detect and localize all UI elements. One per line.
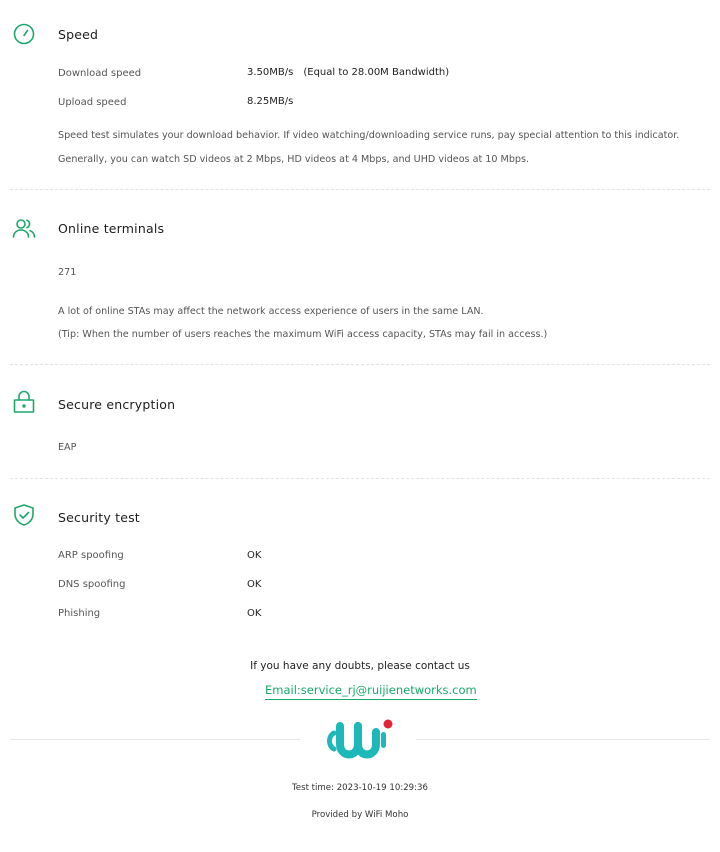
phishing-value: OK (247, 608, 262, 619)
upload-speed-label: Upload speed (58, 97, 127, 108)
users-icon (12, 216, 36, 240)
speed-title: Speed (58, 27, 99, 42)
shield-check-icon (12, 503, 36, 527)
download-speed-label: Download speed (58, 68, 142, 79)
terminals-tip: (Tip: When the number of users reaches the maximum WiFi access capacity, STAs may fail in access.) (58, 329, 548, 340)
contact-text: If you have any doubts, please contact us (250, 660, 470, 672)
wifi-moho-logo (325, 718, 395, 762)
security-test-title: Security test (58, 510, 140, 525)
section-divider (10, 189, 710, 190)
provided-by: Provided by WiFi Moho (311, 810, 409, 820)
dns-spoofing-label: DNS spoofing (58, 579, 126, 590)
footer-divider-left (10, 739, 300, 740)
support-email-link[interactable]: Email:service_rj@ruijienetworks.com (265, 683, 477, 700)
footer-divider-right (416, 739, 710, 740)
terminals-note: A lot of online STAs may affect the network access experience of users in the same LAN. (58, 306, 484, 317)
upload-speed-value: 8.25MB/s (247, 96, 294, 107)
arp-spoofing-label: ARP spoofing (58, 550, 124, 561)
phishing-label: Phishing (58, 608, 101, 619)
dns-spoofing-value: OK (247, 579, 262, 590)
test-time: Test time: 2023-10-19 10:29:36 (292, 783, 428, 793)
download-speed-number: 3.50MB/s (247, 67, 294, 78)
online-terminals-title: Online terminals (58, 221, 165, 236)
terminal-count: 271 (58, 267, 77, 278)
speedometer-icon (12, 22, 36, 46)
bandwidth-note: (Equal to 28.00M Bandwidth) (303, 67, 450, 78)
secure-encryption-title: Secure encryption (58, 397, 176, 412)
speed-description: Speed test simulates your download behavior. If video watching/downloading service runs, pay special attention to this indicator. Generally, you can watch SD videos at 2 Mbps, HD videos at 4 Mbps, and UHD videos at 10 Mbps. (58, 130, 680, 165)
encryption-value: EAP (58, 442, 77, 453)
section-divider (10, 364, 710, 365)
arp-spoofing-value: OK (247, 550, 262, 561)
download-speed-value (247, 67, 449, 78)
section-divider (10, 478, 710, 479)
lock-icon (12, 390, 36, 414)
